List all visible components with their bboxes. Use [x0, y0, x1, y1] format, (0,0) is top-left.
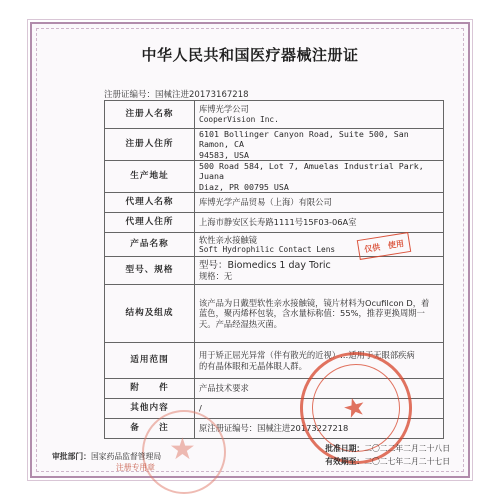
row-label: 其他内容	[105, 399, 195, 419]
row-value	[195, 257, 444, 285]
value-line: 原注册证编号：国械注进20173227218	[199, 423, 349, 434]
row-label: 型号、规格	[105, 257, 195, 285]
value-line: 库博光学公司	[199, 104, 249, 115]
row-value	[195, 213, 444, 233]
value-line: 94583, USA	[199, 149, 249, 160]
usage-stamp: 仅供 使用	[357, 232, 411, 260]
row-value	[195, 129, 444, 161]
approval-date-value: 二〇二二年二月二十八日	[364, 444, 450, 453]
valid-date-row	[325, 455, 450, 468]
row-value	[195, 285, 444, 343]
value-line: 库博光学产品贸易（上海）有限公司	[199, 197, 332, 208]
value-line: 天。产品经湿热灭菌。	[199, 318, 282, 329]
valid-date-value: 二〇二七年二月二十七日	[364, 457, 450, 467]
row-label: 注册人住所	[105, 129, 195, 161]
valid-date-label: 有效期至：	[325, 457, 365, 467]
row-label: 注册人名称	[105, 101, 195, 129]
registration-number-value: 国械注进20173167218	[155, 90, 249, 100]
department-label: 审批部门：	[52, 452, 91, 461]
star-icon: ★	[169, 432, 196, 467]
approval-department	[52, 452, 161, 473]
value-line: Soft Hydrophilic Contact Lens	[199, 244, 336, 254]
value-line: 该产品为日戴型软性亲水接触镜，镜片材料为Ocufilcon D，着	[199, 298, 430, 309]
value-line: 的有晶体眼和无晶体眼人群。	[199, 360, 307, 371]
row-label: 适用范围	[105, 343, 195, 379]
value-line: 软性亲水接触镜	[199, 234, 258, 245]
registration-number-label: 注册证编号：	[104, 90, 156, 100]
value-line: 型号：Biomedics 1 day Toric	[199, 259, 331, 271]
table-row	[105, 213, 444, 233]
row-label: 备 注	[105, 419, 195, 439]
approval-date-label: 批准日期：	[325, 444, 365, 453]
row-value	[195, 161, 444, 193]
row-label: 代理人住所	[105, 213, 195, 233]
row-label: 代理人名称	[105, 193, 195, 213]
star-icon: ★	[339, 390, 370, 426]
row-label: 生产地址	[105, 161, 195, 193]
value-line: 500 Road 584, Lot 7, Amuelas Industrial Park, Juana	[199, 161, 424, 182]
table-row	[105, 193, 444, 213]
table-row	[105, 101, 444, 129]
table-row	[105, 257, 444, 285]
value-line: 规格：无	[199, 271, 233, 282]
row-label: 结构及组成	[105, 285, 195, 343]
table-row	[105, 129, 444, 161]
row-value	[195, 193, 444, 213]
certificate-sheet	[30, 22, 470, 478]
department-name: 国家药品监督管理局	[90, 452, 162, 461]
approval-date-row	[325, 442, 450, 455]
row-label: 产品名称	[105, 233, 195, 257]
approval-dates	[325, 442, 450, 469]
department-seal-text: 注册专用章	[116, 462, 155, 472]
certificate-title: 中华人民共和国医疗器械注册证	[141, 46, 359, 64]
value-line: /	[199, 403, 202, 414]
value-line: Diaz, PR 00795 USA	[199, 181, 289, 192]
value-line: CooperVision Inc.	[199, 114, 279, 124]
value-line: 产品技术要求	[199, 383, 249, 394]
value-line: 上海市静安区长寿路1111号15F03-06A室	[199, 217, 357, 228]
row-label: 附 件	[105, 379, 195, 399]
row-value	[195, 101, 444, 129]
table-row	[105, 161, 444, 193]
value-line: 6101 Bollinger Canyon Road, Suite 500, San Ramon, CA	[199, 129, 409, 150]
value-line: 用于矫正屈光异常（伴有散光的近视）…适用于无眼部疾病	[199, 350, 415, 361]
table-row	[105, 285, 444, 343]
value-line: 蓝色，聚丙烯杯包装，含水量标称值：55%，推荐更换周期一	[199, 308, 425, 319]
